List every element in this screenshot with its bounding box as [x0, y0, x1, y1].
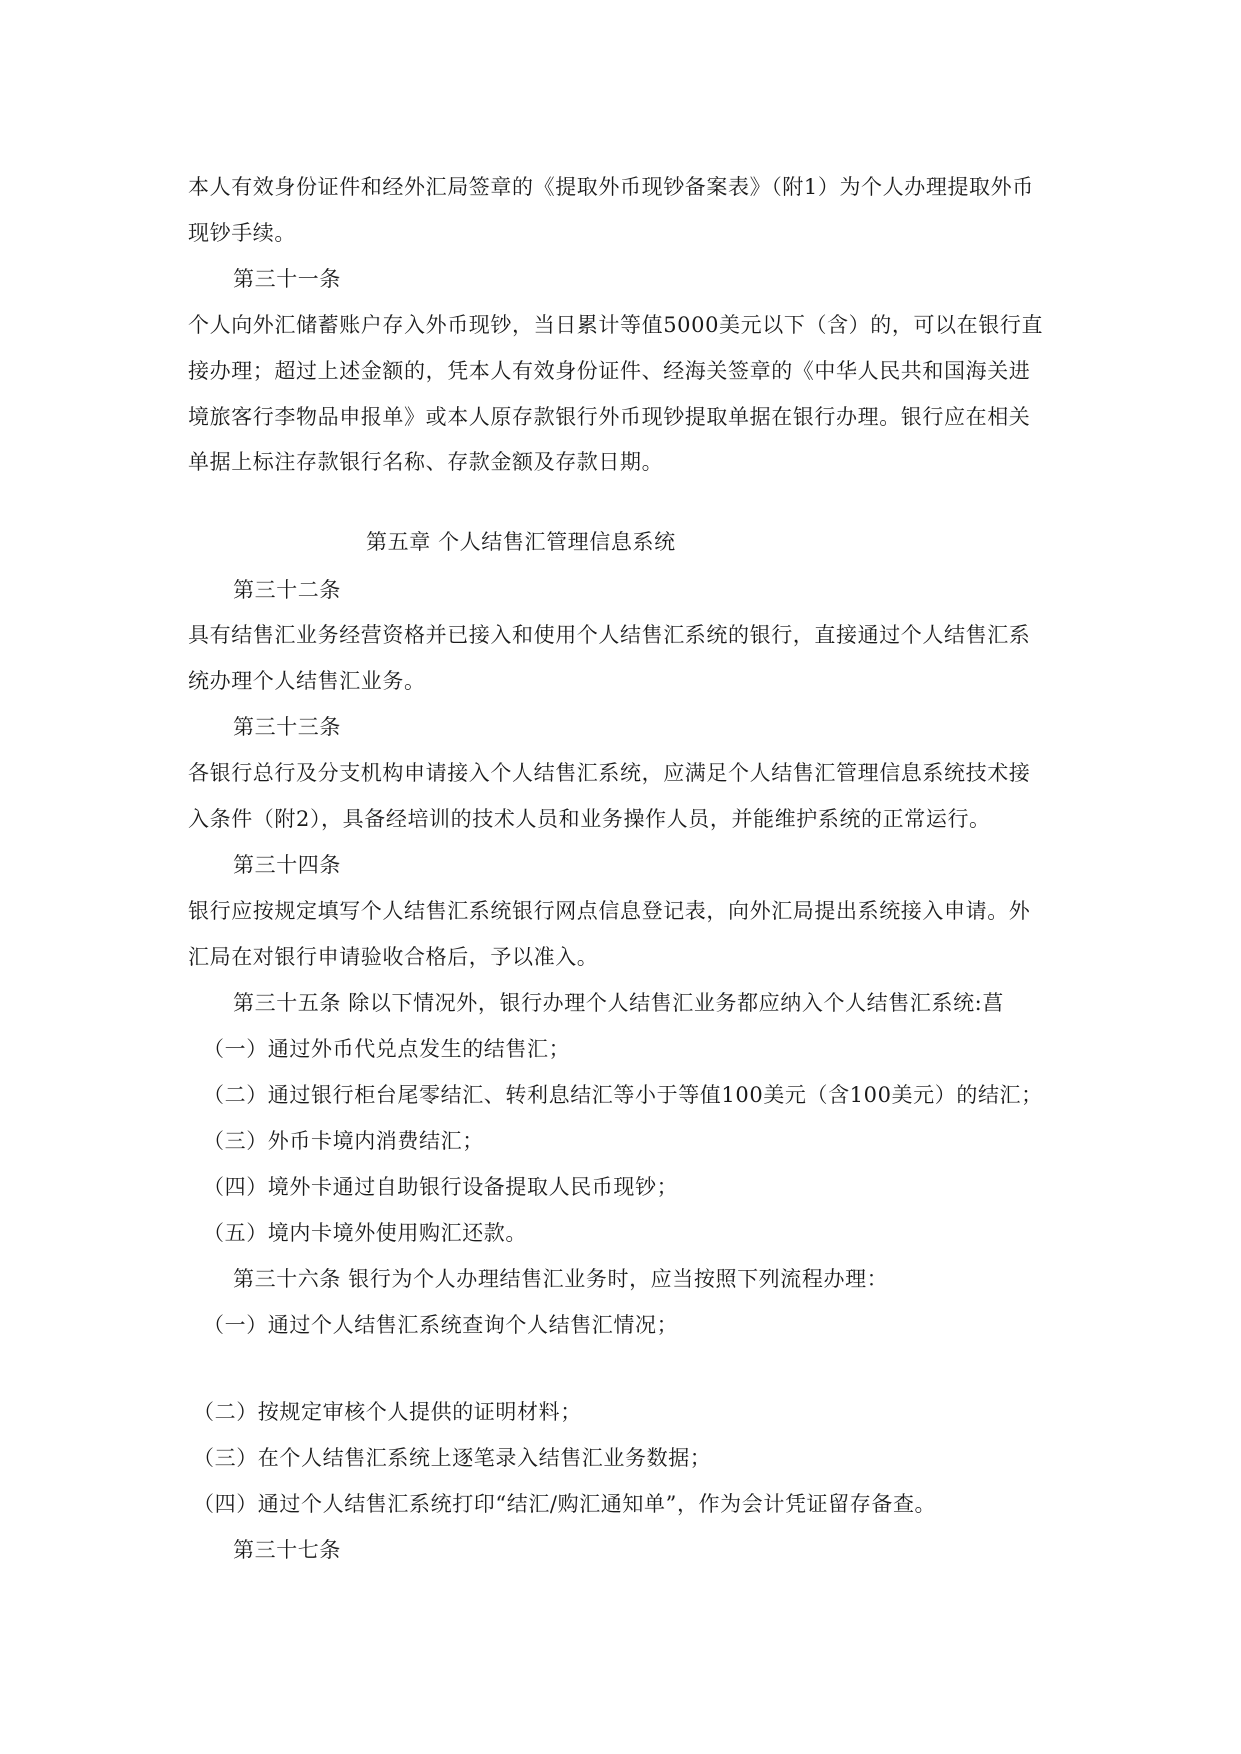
paragraph-line: 境旅客行李物品申报单》或本人原存款银行外币现钞提取单据在银行办理。银行应在相关 [188, 405, 1031, 429]
article-heading: 第三十一条 [233, 267, 341, 291]
article-heading: 第三十七条 [233, 1538, 341, 1562]
list-item: （四）境外卡通过自助银行设备提取人民币现钞； [203, 1175, 679, 1199]
paragraph-line: 接办理；超过上述金额的，凭本人有效身份证件、经海关签章的《中华人民共和国海关进 [188, 359, 1031, 383]
article-heading: 第三十四条 [233, 853, 341, 877]
list-item: （五）境内卡境外使用购汇还款。 [203, 1221, 527, 1245]
list-item: （三）外币卡境内消费结汇； [203, 1129, 484, 1153]
article-heading: 第三十六条 银行为个人办理结售汇业务时，应当按照下列流程办理： [233, 1267, 889, 1291]
list-item: （四）通过个人结售汇系统打印“结汇/购汇通知单”，作为会计凭证留存备查。 [193, 1492, 937, 1516]
list-item: （三）在个人结售汇系统上逐笔录入结售汇业务数据； [193, 1446, 712, 1470]
list-item: （一）通过个人结售汇系统查询个人结售汇情况； [203, 1313, 679, 1337]
list-item: （一）通过外币代兑点发生的结售汇； [203, 1037, 571, 1061]
paragraph-line: 现钞手续。 [188, 221, 296, 245]
paragraph-line: 本人有效身份证件和经外汇局签章的《提取外币现钞备案表》（附1）为个人办理提取外币 [188, 175, 1034, 199]
paragraph-line: 各银行总行及分支机构申请接入个人结售汇系统，应满足个人结售汇管理信息系统技术接 [188, 761, 1031, 785]
paragraph-line: 银行应按规定填写个人结售汇系统银行网点信息登记表，向外汇局提出系统接入申请。外 [188, 899, 1031, 923]
paragraph-line: 汇局在对银行申请验收合格后，予以准入。 [188, 945, 599, 969]
paragraph-line: 具有结售汇业务经营资格并已接入和使用个人结售汇系统的银行，直接通过个人结售汇系 [188, 623, 1031, 647]
paragraph-line: 个人向外汇储蓄账户存入外币现钞，当日累计等值5000美元以下（含）的，可以在银行直 [188, 313, 1044, 337]
article-heading: 第三十五条 除以下情况外，银行办理个人结售汇业务都应纳入个人结售汇系统:菖 [233, 991, 1004, 1015]
paragraph-line: 统办理个人结售汇业务。 [188, 669, 426, 693]
chapter-heading: 第五章 个人结售汇管理信息系统 [366, 530, 676, 554]
article-heading: 第三十二条 [233, 578, 341, 602]
paragraph-line: 入条件（附2），具备经培训的技术人员和业务操作人员，并能维护系统的正常运行。 [188, 807, 991, 831]
list-item: （二）按规定审核个人提供的证明材料； [193, 1400, 582, 1424]
list-item: （二）通过银行柜台尾零结汇、转利息结汇等小于等值100美元（含100美元）的结汇； [203, 1083, 1043, 1107]
article-heading: 第三十三条 [233, 715, 341, 739]
paragraph-line: 单据上标注存款银行名称、存款金额及存款日期。 [188, 450, 664, 474]
